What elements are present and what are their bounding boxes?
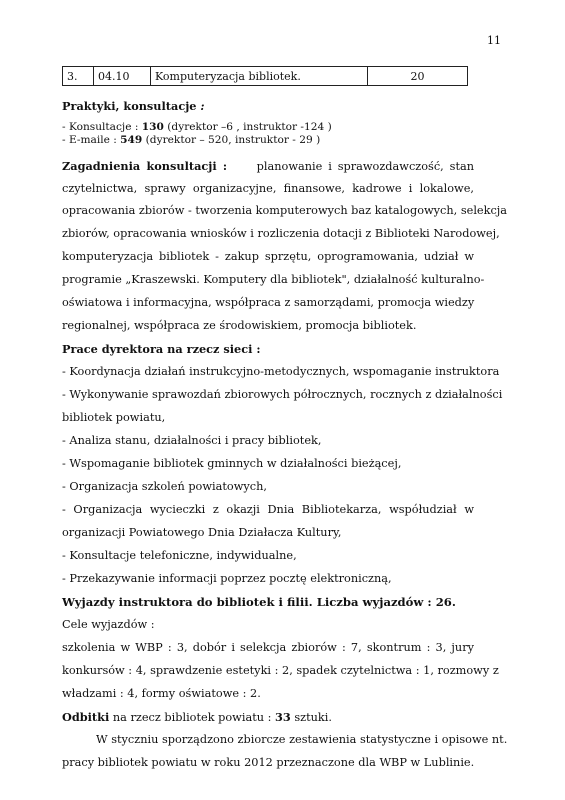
emaile-label: - E-maile : [62,134,121,146]
zagadnienia-line: zbiorów, opracowania wniosków i rozliczenia dotacji z Biblioteki Narodowej, [62,227,500,240]
prace-item: - Konsultacje telefoniczne, indywidualne, [62,549,297,562]
table-row [63,67,468,86]
konsultacje-value: 130 [141,121,164,133]
emaile-detail: (dyrektor – 520, instruktor - 29 ) [142,134,321,146]
emaile-line [62,132,320,148]
zagadnienia-line: planowanie i sprawozdawczość, stan [256,160,474,173]
table-cell-no: 3. [63,67,94,86]
prace-item: bibliotek powiatu, [62,411,166,424]
cele-line: konkursów : 4, sprawdzenie estetyki : 2, spadek czytelnictwa : 1, rozmowy z [62,664,499,677]
wyjazdy-heading: Wyjazdy instruktora do bibliotek i filii. Liczba wyjazdów : 26. [62,595,456,609]
table-cell-hours: 20 [368,67,468,86]
konsultacje-label: - Konsultacje : [62,121,142,133]
odbitki-value: 33 [275,710,291,724]
prace-item: - Wykonywanie sprawozdań zbiorowych półrocznych, rocznych z działalności [62,388,503,401]
prace-item: organizacji Powiatowego Dnia Działacza Kultury, [62,526,342,539]
prace-item: - Wspomaganie bibliotek gminnych w działalności bieżącej, [62,457,402,470]
zagadnienia-line: czytelnictwa, sprawy organizacyjne, finansowe, kadrowe i lokalowe, [62,182,474,195]
cele-line: szkolenia w WBP : 3, dobór i selekcja zbiorów : 7, skontrum : 3, jury [62,641,474,654]
emaile-value: 549 [120,134,143,146]
prace-item: - Analiza stanu, działalności i pracy bibliotek, [62,434,322,447]
zagadnienia-line: regionalnej, współpraca ze środowiskiem, promocja bibliotek. [62,319,417,332]
table-cell-date: 04.10 [94,67,151,86]
zagadnienia-line: oświatowa i informacyjna, współpraca z samorządami, promocja wiedzy [62,296,475,309]
praktyki-heading: Praktyki, konsultacje [62,99,197,113]
final-paragraph-line: pracy bibliotek powiatu w roku 2012 przeznaczone dla WBP w Lublinie. [62,756,475,769]
table-cell-topic: Komputeryzacja bibliotek. [151,67,368,86]
zagadnienia-line: komputeryzacja bibliotek - zakup sprzętu, oprogramowania, udział w [62,250,474,263]
training-table [62,66,468,86]
zagadnienia-first-line [62,158,474,174]
odbitki-text: na rzecz bibliotek powiatu : [109,711,276,724]
prace-item: - Organizacja szkoleń powiatowych, [62,480,267,493]
odbitki-line [62,709,332,725]
cele-label: Cele wyjazdów : [62,618,155,631]
prace-heading: Prace dyrektora na rzecz sieci : [62,342,261,356]
final-paragraph-line: W styczniu sporządzono zbiorcze zestawienia statystyczne i opisowe nt. [96,733,508,746]
zagadnienia-line: opracowania zbiorów - tworzenia komputerowych baz katalogowych, selekcja [62,204,508,217]
praktyki-colon: : [196,99,205,113]
odbitki-label: Odbitki [62,710,110,724]
praktyki-heading-line [62,98,205,114]
zagadnienia-heading: Zagadnienia konsultacji : [62,159,228,173]
page-number: 11 [487,34,501,47]
prace-item: - Koordynacja działań instrukcyjno-metodycznych, wspomaganie instruktora [62,365,500,378]
cele-line: władzami : 4, formy oświatowe : 2. [62,687,261,700]
konsultacje-detail: (dyrektor –6 , instruktor -124 ) [163,121,332,133]
zagadnienia-line: programie „Kraszewski. Komputery dla bibliotek", działalność kulturalno- [62,273,485,286]
prace-item: - Organizacja wycieczki z okazji Dnia Bibliotekarza, współudział w [62,503,474,516]
odbitki-suffix: sztuki. [290,711,332,724]
prace-item: - Przekazywanie informacji poprzez pocztę elektroniczną, [62,572,392,585]
